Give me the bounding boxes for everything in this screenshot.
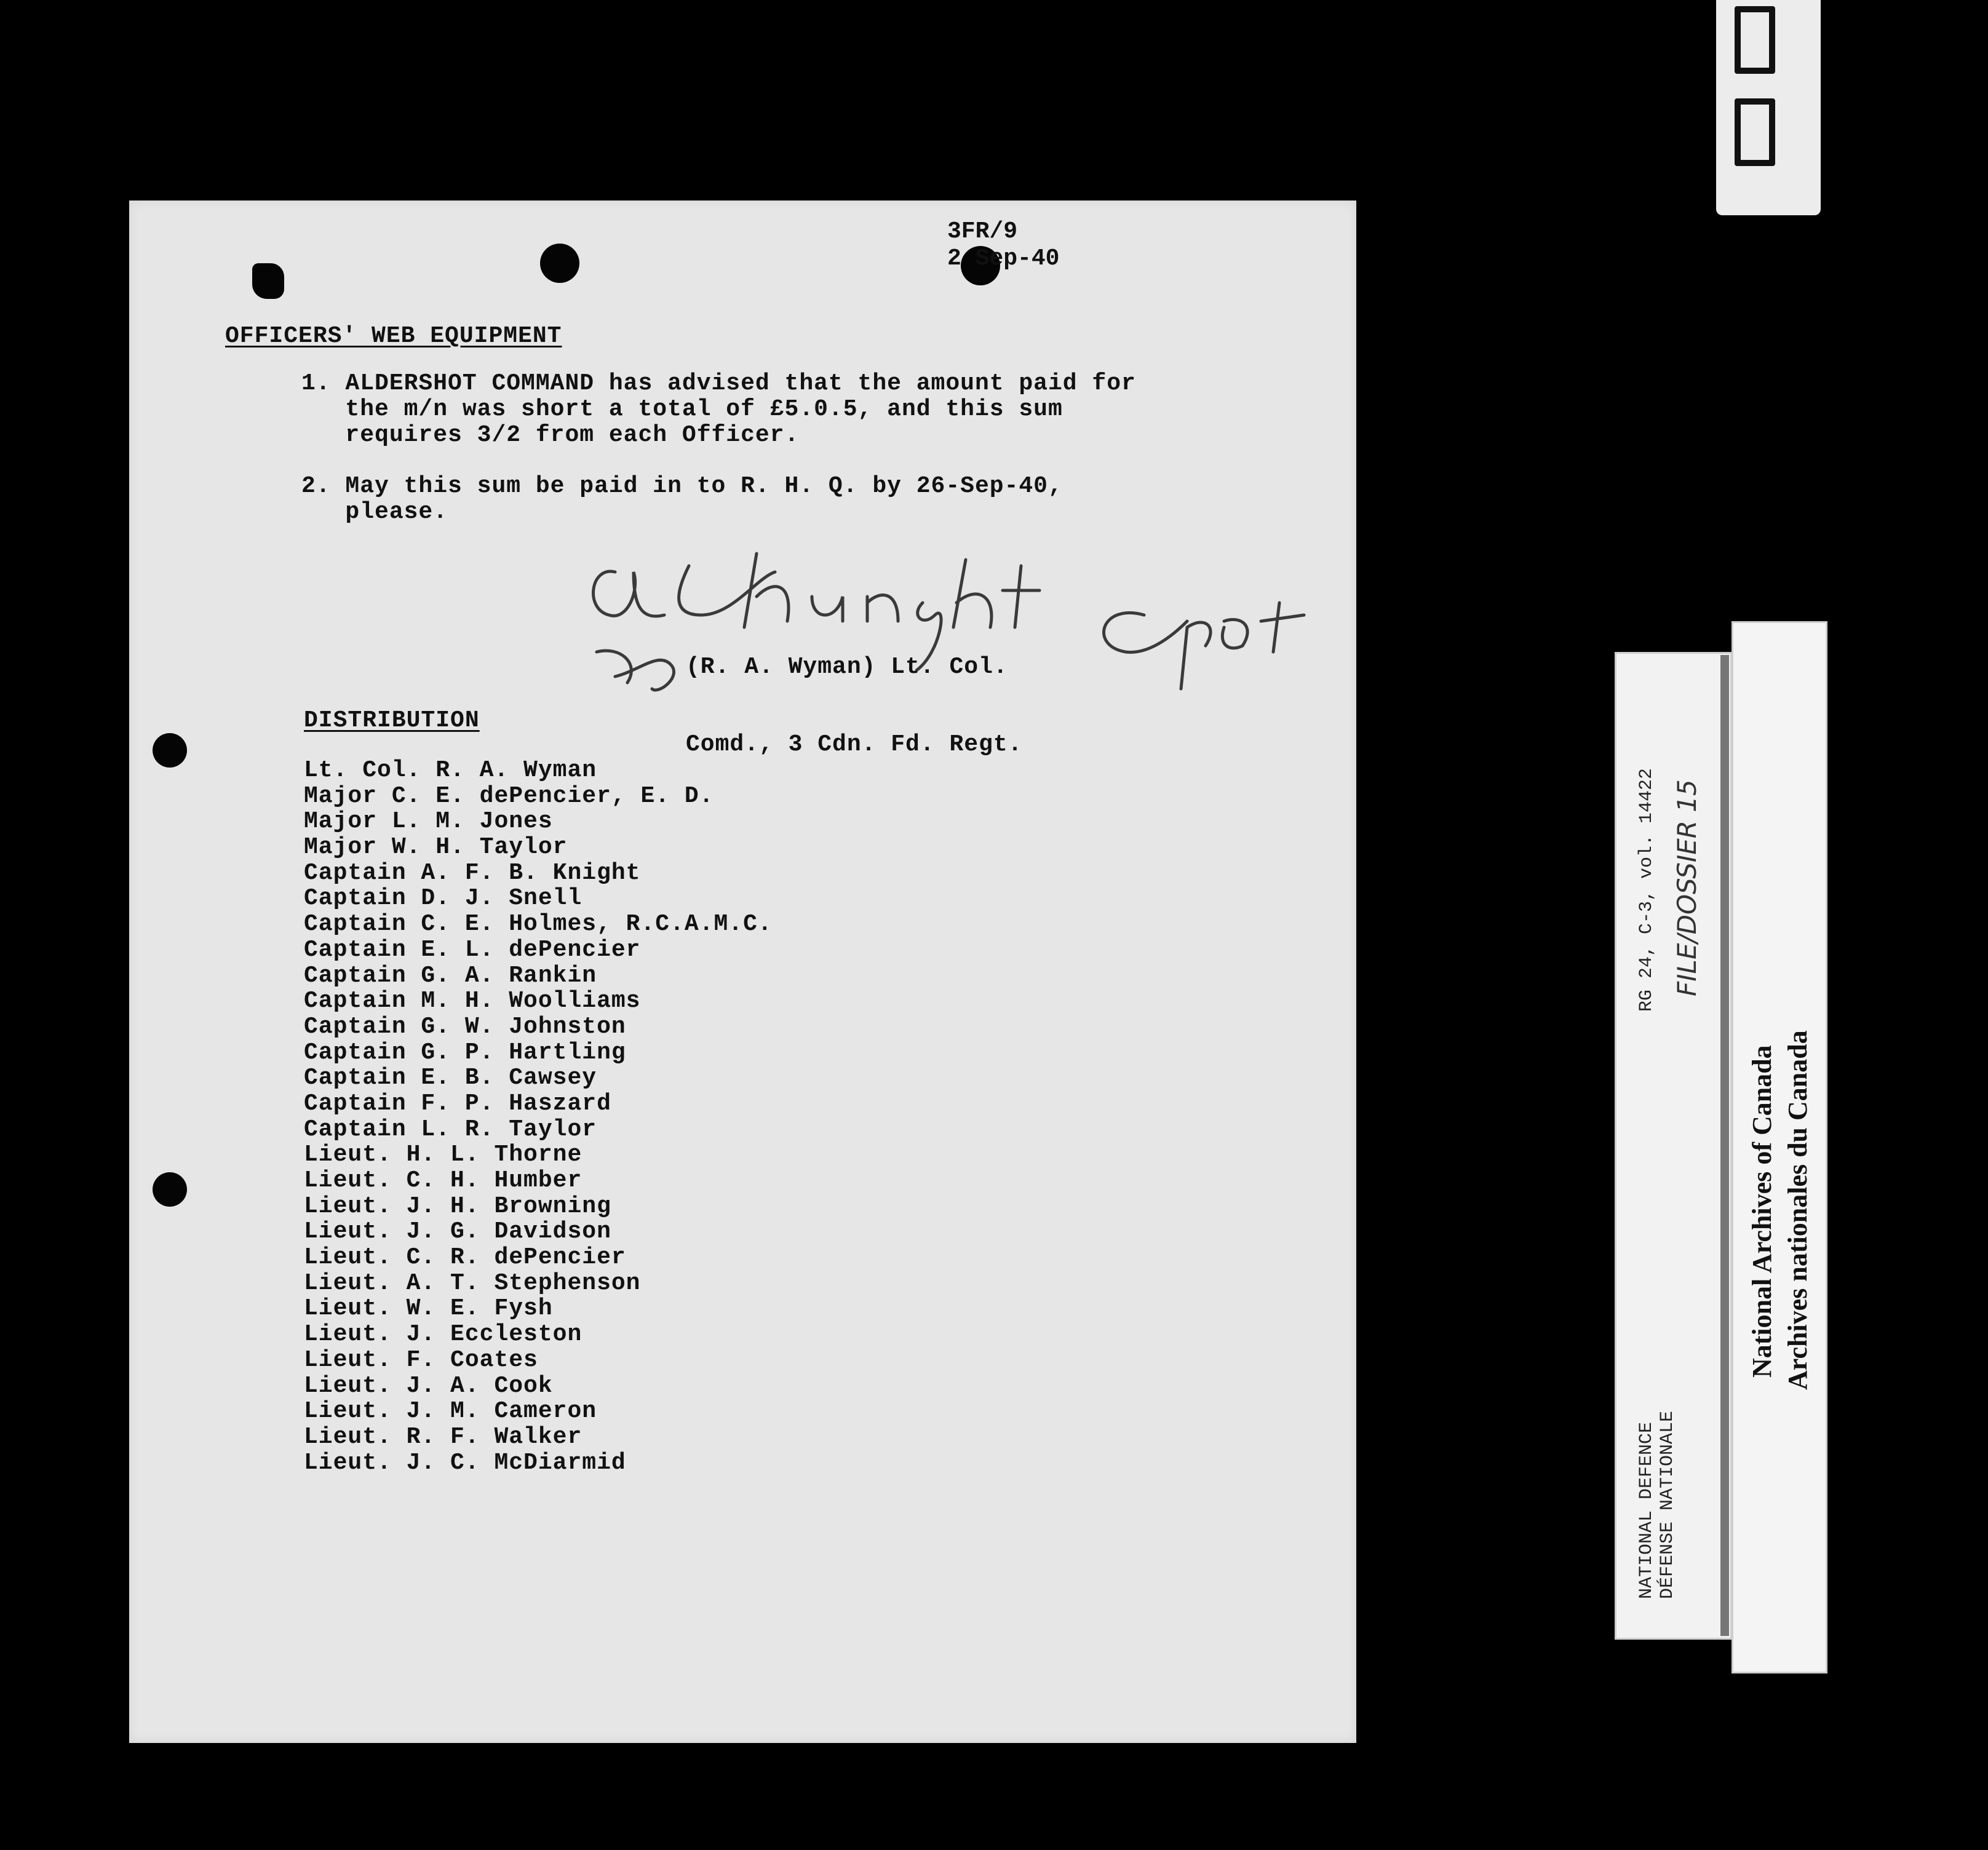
reference-number: 3FR/9 xyxy=(947,218,1018,245)
distribution-entry: Lieut. J. M. Cameron xyxy=(304,1398,597,1425)
signatory-position: Comd., 3 Cdn. Fd. Regt. xyxy=(686,731,1023,758)
distribution-entry: Captain M. H. Woolliams xyxy=(304,988,641,1015)
archives-name-en: National Archives of Canada xyxy=(1747,1045,1777,1378)
distribution-entry: Major W. H. Taylor xyxy=(304,834,568,861)
document-reference xyxy=(947,218,1059,272)
archive-reference: RG 24, C-3, vol. 14422 xyxy=(1636,768,1657,1012)
document-title: OFFICERS' WEB EQUIPMENT xyxy=(225,323,562,349)
distribution-entry: Captain E. B. Cawsey xyxy=(304,1065,597,1092)
distribution-entry: Lieut. H. L. Thorne xyxy=(304,1141,582,1169)
distribution-list xyxy=(304,758,773,1475)
distribution-entry: Lieut. F. Coates xyxy=(304,1346,538,1373)
distribution-entry: Lt. Col. R. A. Wyman xyxy=(304,757,597,784)
distribution-entry: Lieut. J. Eccleston xyxy=(304,1321,582,1348)
paragraph-2: 2. May this sum be paid in to R. H. Q. by 26-Sep-40, please. xyxy=(301,473,1063,525)
distribution-entry: Captain A. F. B. Knight xyxy=(304,859,641,886)
signatory-name: (R. A. Wyman) Lt. Col. xyxy=(686,654,1008,680)
distribution-entry: Lieut. C. R. dePencier xyxy=(304,1244,626,1271)
signature-block xyxy=(686,603,1023,784)
distribution-entry: Captain D. J. Snell xyxy=(304,885,582,912)
department-fr: DÉFENSE NATIONALE xyxy=(1657,1410,1678,1599)
distribution-entry: Captain G. A. Rankin xyxy=(304,962,597,989)
department-en: NATIONAL DEFENCE xyxy=(1636,1421,1657,1599)
document-date: 2 Sep-40 xyxy=(947,245,1060,272)
top-tab xyxy=(1716,0,1821,215)
distribution-entry: Major C. E. dePencier, E. D. xyxy=(304,782,714,809)
punch-hole-left-upper xyxy=(153,733,187,768)
ink-blot xyxy=(252,263,284,299)
distribution-entry: Lieut. A. T. Stephenson xyxy=(304,1269,641,1296)
punch-hole-left-lower xyxy=(153,1172,187,1207)
file-dossier-number: FILE/DOSSIER 15 xyxy=(1672,779,1702,996)
tab-mark-lower xyxy=(1735,98,1775,166)
tab-mark-upper xyxy=(1735,6,1775,74)
distribution-entry: Captain G. W. Johnston xyxy=(304,1013,626,1040)
distribution-entry: Lieut. J. H. Browning xyxy=(304,1193,611,1220)
distribution-entry: Lieut. R. F. Walker xyxy=(304,1423,582,1450)
distribution-entry: Lieut. J. A. Cook xyxy=(304,1372,553,1399)
distribution-entry: Captain E. L. dePencier xyxy=(304,936,641,963)
distribution-entry: Lieut. W. E. Fysh xyxy=(304,1295,553,1322)
distribution-entry: Captain C. E. Holmes, R.C.A.M.C. xyxy=(304,911,773,938)
punch-hole-top-left xyxy=(540,244,579,283)
distribution-entry: Captain F. P. Haszard xyxy=(304,1090,611,1117)
distribution-heading: DISTRIBUTION xyxy=(304,707,480,734)
distribution-entry: Captain G. P. Hartling xyxy=(304,1039,626,1066)
archives-name-fr: Archives nationales du Canada xyxy=(1783,1030,1813,1390)
distribution-entry: Major L. M. Jones xyxy=(304,808,553,835)
distribution-entry: Lieut. C. H. Humber xyxy=(304,1167,582,1194)
distribution-entry: Lieut. J. G. Davidson xyxy=(304,1218,611,1245)
paragraph-1: 1. ALDERSHOT COMMAND has advised that the amount paid for the m/n was short a total of £5.0.5, and this sum requires 3/2 from each Officer. xyxy=(301,370,1136,448)
distribution-entry: Lieut. J. C. McDiarmid xyxy=(304,1449,626,1476)
distribution-entry: Captain L. R. Taylor xyxy=(304,1116,597,1143)
label-stripe xyxy=(1720,655,1729,1636)
